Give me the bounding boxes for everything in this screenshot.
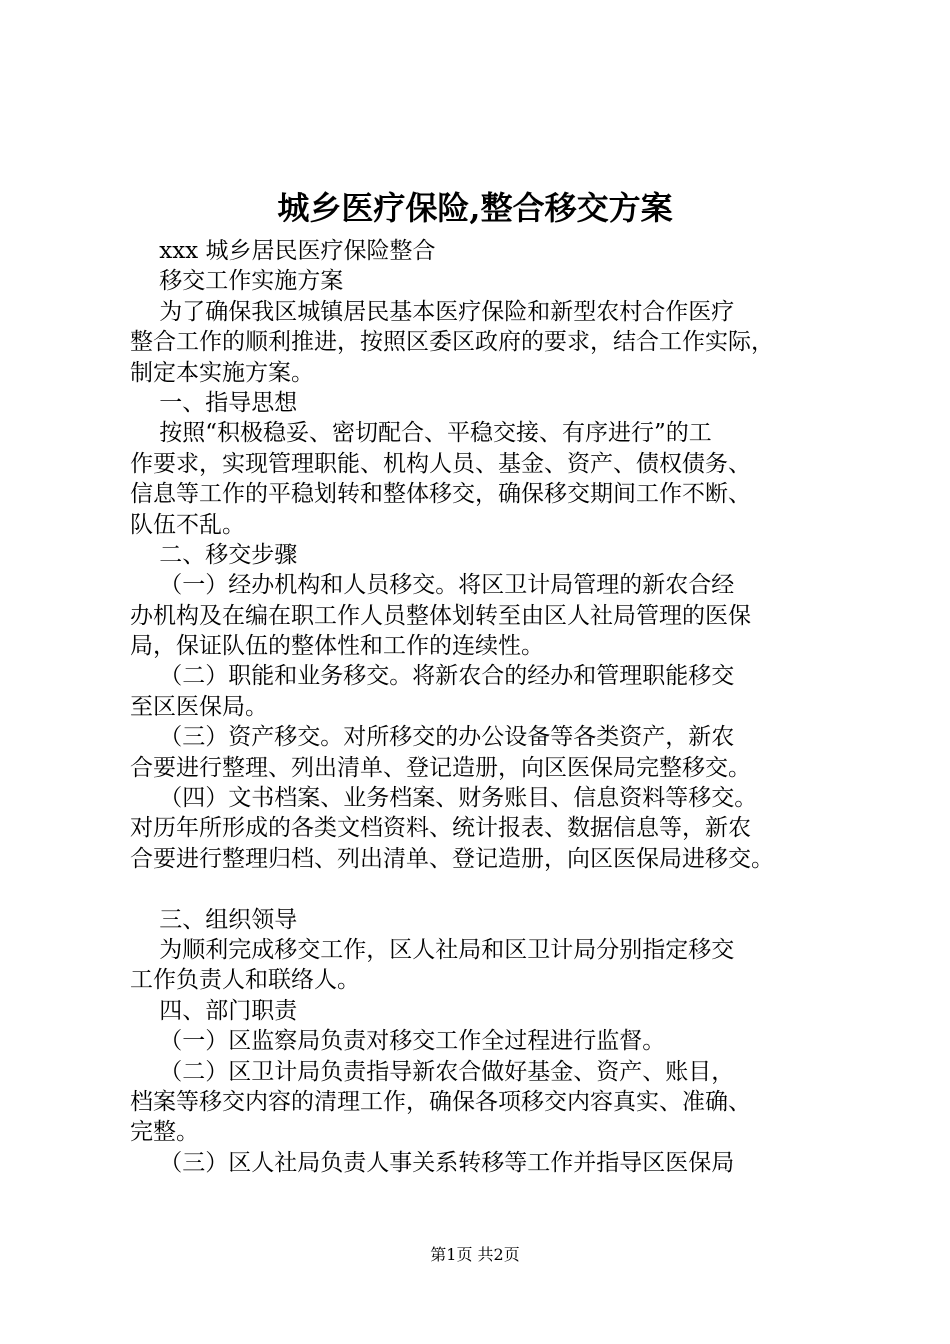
blank-line xyxy=(130,874,830,904)
text-line: 为顺利完成移交工作，区人社局和区卫计局分别指定移交 xyxy=(130,936,735,963)
text-line: 办机构及在编在职工作人员整体划转至由区人社局管理的医保 xyxy=(130,602,751,629)
text-line: 整合工作的顺利推进，按照区委区政府的要求，结合工作实际， xyxy=(130,329,774,356)
text-line: （三）资产移交。对所移交的办公设备等各类资产，新农 xyxy=(130,724,735,751)
text-line: 队伍不乱。 xyxy=(130,511,245,538)
document-title: 城乡医疗保险,整合移交方案 xyxy=(277,189,673,227)
text-line: 按照“积极稳妥、密切配合、平稳交接、有序进行”的工 xyxy=(130,420,712,447)
text-line: （一）经办机构和人员移交。将区卫计局管理的新农合经 xyxy=(130,572,735,599)
text-line: 合要进行整理、列出清单、登记造册，向区医保局完整移交。 xyxy=(130,754,751,781)
text-line: 制定本实施方案。 xyxy=(130,359,314,386)
text-line: 移交工作实施方案 xyxy=(130,268,344,295)
text-line: 对历年所形成的各类文档资料、统计报表、数据信息等，新农 xyxy=(130,815,751,842)
text-line: 档案等移交内容的清理工作，确保各项移交内容真实、准确、 xyxy=(130,1088,751,1115)
text-line: （四）文书档案、业务档案、财务账目、信息资料等移交。 xyxy=(130,785,758,812)
text-line: 工作负责人和联络人。 xyxy=(130,967,360,994)
text-line: （一）区监察局负责对移交工作全过程进行监督。 xyxy=(130,1028,666,1055)
document-body xyxy=(130,236,830,1178)
page-footer: 第1页 共2页 xyxy=(430,1245,520,1264)
text-line: 三、组织领导 xyxy=(130,906,298,933)
text-line: （二）区卫计局负责指导新农合做好基金、资产、账目， xyxy=(130,1058,735,1085)
text-line: 二、移交步骤 xyxy=(130,541,298,568)
text-line: 一、指导思想 xyxy=(130,389,298,416)
text-line: 局，保证队伍的整体性和工作的连续性。 xyxy=(130,633,544,660)
text-line: 作要求，实现管理职能、机构人员、基金、资产、债权债务、 xyxy=(130,450,751,477)
text-line: （二）职能和业务移交。将新农合的经办和管理职能移交 xyxy=(130,663,735,690)
text-line: xxx 城乡居民医疗保险整合 xyxy=(130,238,436,264)
text-line: 信息等工作的平稳划转和整体移交，确保移交期间工作不断、 xyxy=(130,481,751,508)
text-line: 合要进行整理归档、列出清单、登记造册，向区医保局进移交。 xyxy=(130,845,774,872)
text-line: 至区医保局。 xyxy=(130,693,268,720)
text-line: 为了确保我区城镇居民基本医疗保险和新型农村合作医疗 xyxy=(130,298,735,325)
text-line: （三）区人社局负责人事关系转移等工作并指导区医保局 xyxy=(130,1149,735,1176)
text-line: 完整。 xyxy=(130,1119,199,1146)
text-line: 四、部门职责 xyxy=(130,997,298,1024)
